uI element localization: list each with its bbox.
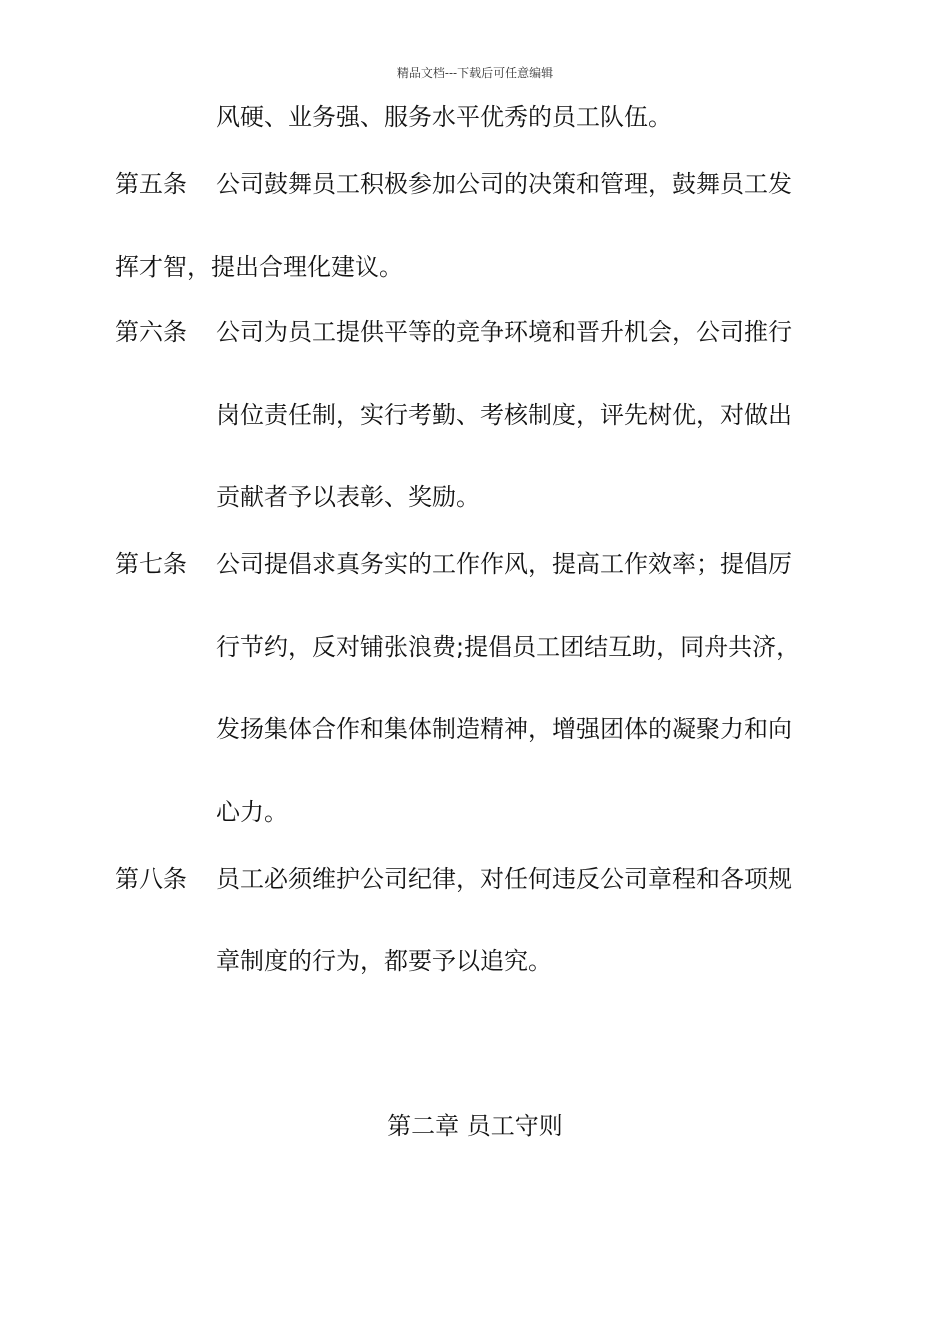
article-7-line-3: 发扬集体合作和集体制造精神，增强团体的凝聚力和向 — [216, 715, 792, 743]
page-header: 精品文档---下载后可任意编辑 — [396, 66, 554, 80]
article-6-line-3: 贡献者予以表彰、奖励。 — [216, 483, 480, 511]
article-5-line-2: 挥才智，提出合理化建议。 — [115, 253, 403, 281]
article-6-line-2: 岗位责任制，实行考勤、考核制度，评先树优，对做出 — [216, 401, 792, 429]
article-8-label: 第八条 — [115, 865, 187, 893]
article-8-line-1: 员工必须维护公司纪律，对任何违反公司章程和各项规 — [216, 865, 792, 893]
intro-continuation-line: 风硬、业务强、服务水平优秀的员工队伍。 — [216, 103, 672, 131]
chapter-title: 第二章 员工守则 — [387, 1112, 563, 1140]
article-6-label: 第六条 — [115, 318, 187, 346]
article-5-line-1: 公司鼓舞员工积极参加公司的决策和管理，鼓舞员工发 — [216, 170, 792, 198]
article-7-label: 第七条 — [115, 550, 187, 578]
article-8-line-2: 章制度的行为，都要予以追究。 — [216, 947, 552, 975]
article-5-label: 第五条 — [115, 170, 187, 198]
article-7-line-2: 行节约，反对铺张浪费;提倡员工团结互助，同舟共济， — [216, 633, 801, 661]
article-7-line-1: 公司提倡求真务实的工作作风，提高工作效率；提倡厉 — [216, 550, 792, 578]
article-7-line-4: 心力。 — [216, 798, 288, 826]
article-6-line-1: 公司为员工提供平等的竞争环境和晋升机会，公司推行 — [216, 318, 792, 346]
